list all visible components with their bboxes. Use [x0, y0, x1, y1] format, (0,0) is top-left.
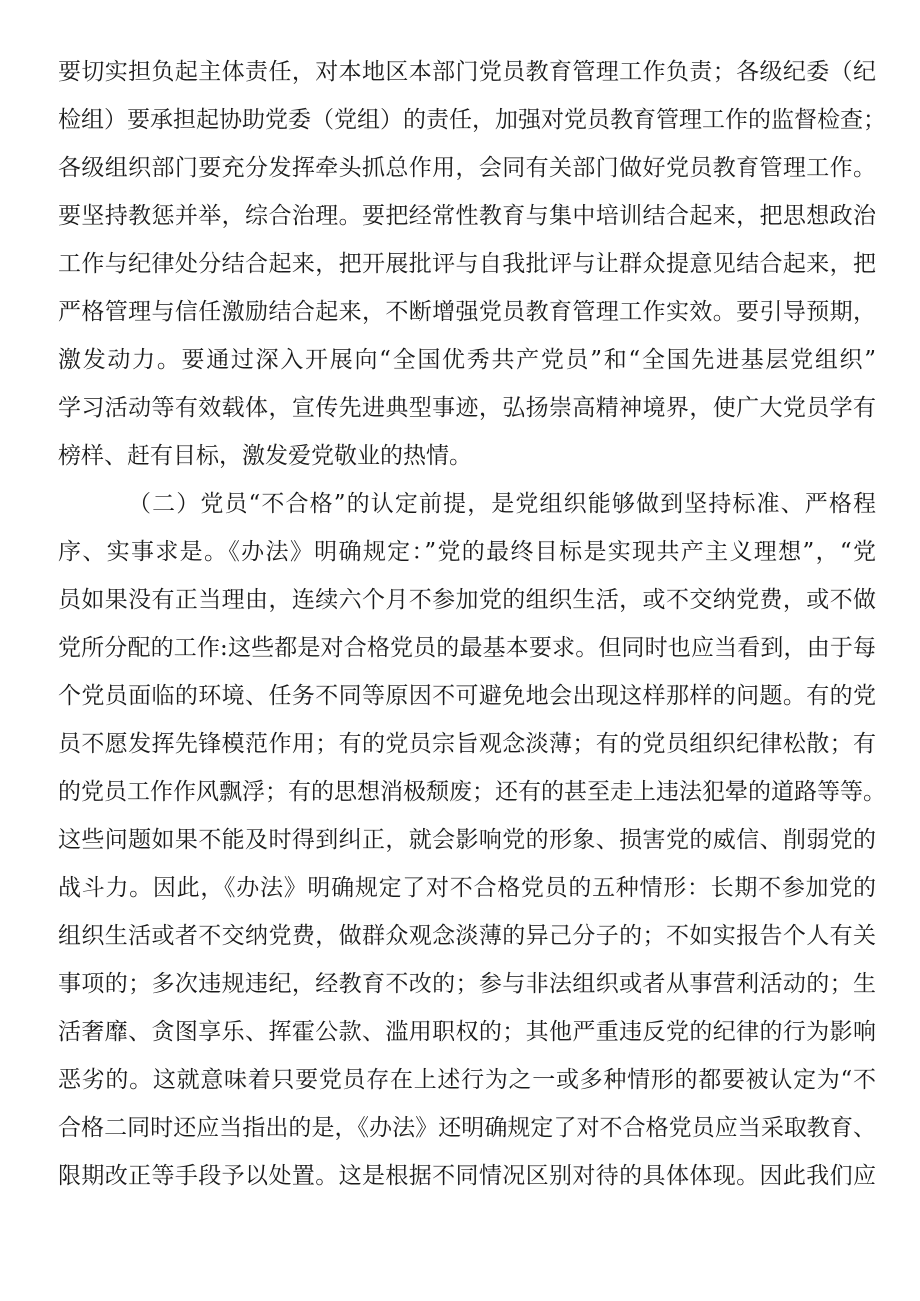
- section-heading-line: （二）党员“不合格”的认定前提，是党组织能够做到坚持标准、严格程: [128, 491, 876, 517]
- text-line: 限期改正等手段予以处置。这是根据不同情况区别对待的具体体现。因此我们应: [58, 1163, 876, 1189]
- text-line: 学习活动等有效载体，宣传先进典型事迹，弘扬崇高精神境界，使广大党员学有: [58, 395, 876, 421]
- text-line: 恶劣的。这就意味着只要党员存在上述行为之一或多种情形的都要被认定为“不: [58, 1067, 876, 1093]
- text-line: 个党员面临的环境、任务不同等原因不可避免地会出现这样那样的问题。有的党: [58, 683, 876, 709]
- text-line: 合格二同时还应当指出的是，《办法》还明确规定了对不合格党员应当采取教育、: [58, 1115, 876, 1141]
- text-line: 要坚持教惩并举，综合治理。要把经常性教育与集中培训结合起来，把思想政治: [58, 203, 876, 229]
- text-line: 各级组织部门要充分发挥牵头抓总作用，会同有关部门做好党员教育管理工作。: [58, 155, 876, 181]
- text-line: 员不愿发挥先锋模范作用；有的党员宗旨观念淡薄；有的党员组织纪律松散；有: [58, 731, 876, 757]
- text-line: 组织生活或者不交纳党费，做群众观念淡薄的异己分子的；不如实报告个人有关: [58, 923, 876, 949]
- text-line: 工作与纪律处分结合起来，把开展批评与自我批评与让群众提意见结合起来，把: [58, 251, 876, 277]
- text-line: 活奢靡、贪图享乐、挥霍公款、滥用职权的；其他严重违反党的纪律的行为影响: [58, 1019, 876, 1045]
- text-line: 战斗力。因此，《办法》明确规定了对不合格党员的五种情形：长期不参加党的: [58, 875, 876, 901]
- text-line: 检组）要承担起协助党委（党组）的责任，加强对党员教育管理工作的监督检查；: [58, 107, 886, 133]
- paragraph-end-line: 榜样、赶有目标，激发爱党敬业的热情。: [58, 443, 472, 469]
- text-line: 要切实担负起主体责任，对本地区本部门党员教育管理工作负责；各级纪委（纪: [58, 59, 876, 85]
- text-line: 序、实事求是。《办法》明确规定：”党的最终目标是实现共产主义理想”，“党: [58, 539, 876, 565]
- text-line: 的党员工作作风飘浮；有的思想消极颓废；还有的甚至走上违法犯晕的道路等等。: [58, 779, 886, 805]
- text-line: 员如果没有正当理由，连续六个月不参加党的组织生活，或不交纳党费，或不做: [58, 587, 876, 613]
- text-line: 事项的；多次违规违纪，经教育不改的；参与非法组织或者从事营利活动的；生: [58, 971, 876, 997]
- text-line: 激发动力。要通过深入开展向“全国优秀共产党员”和“全国先进基层党组织”: [58, 347, 876, 373]
- text-line: 严格管理与信任激励结合起来，不断增强党员教育管理工作实效。要引导预期，: [58, 299, 876, 325]
- text-line: 党所分配的工作:这些都是对合格党员的最基本要求。但同时也应当看到，由于每: [58, 635, 876, 661]
- text-line: 这些问题如果不能及时得到纠正，就会影响党的形象、损害党的威信、削弱党的: [58, 827, 876, 853]
